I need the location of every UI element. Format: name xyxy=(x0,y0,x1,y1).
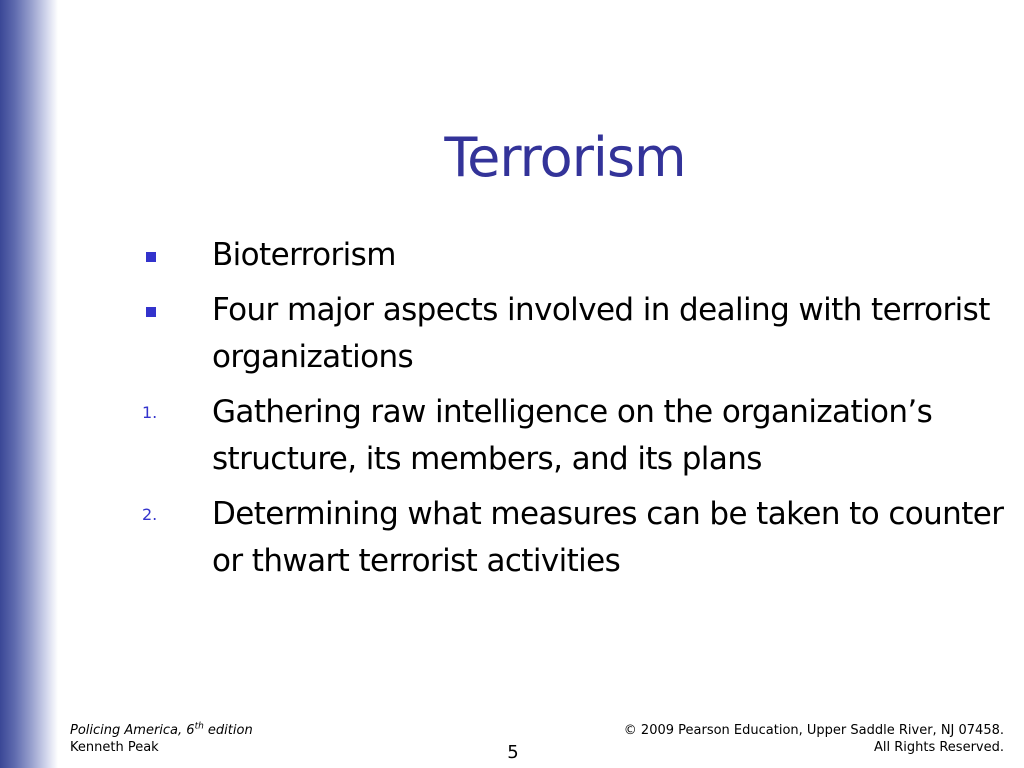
square-bullet-icon xyxy=(146,252,156,262)
book-title-text: Policing America, 6 xyxy=(70,723,195,738)
bullet-list xyxy=(138,232,1008,593)
copyright-line-2: All Rights Reserved. xyxy=(873,740,1004,755)
list-item-text: Four major aspects involved in dealing with terrorist organizations xyxy=(212,292,990,375)
book-title xyxy=(70,722,253,739)
book-author: Kenneth Peak xyxy=(70,740,159,755)
book-title-superscript: th xyxy=(194,721,204,732)
footer-copyright xyxy=(624,722,1004,756)
square-bullet-icon xyxy=(146,307,156,317)
copyright-line-1: © 2009 Pearson Education, Upper Saddle River, NJ 07458. xyxy=(623,723,1004,738)
book-title-suffix: edition xyxy=(203,723,253,738)
side-gradient-band xyxy=(0,0,58,768)
list-item xyxy=(138,287,1008,381)
list-item-text: Determining what measures can be taken to counter or thwart terrorist activities xyxy=(212,496,1004,579)
list-item xyxy=(138,389,1008,483)
list-item-text: Gathering raw intelligence on the organization’s structure, its members, and its plans xyxy=(212,394,933,477)
list-item xyxy=(138,232,1008,279)
list-item-text: Bioterrorism xyxy=(212,237,396,273)
page-number: 5 xyxy=(507,742,519,763)
list-number: 1. xyxy=(142,403,158,422)
slide-title: Terrorism xyxy=(444,126,686,189)
footer-book-info xyxy=(70,722,253,756)
list-number: 2. xyxy=(142,505,158,524)
list-item xyxy=(138,491,1008,585)
